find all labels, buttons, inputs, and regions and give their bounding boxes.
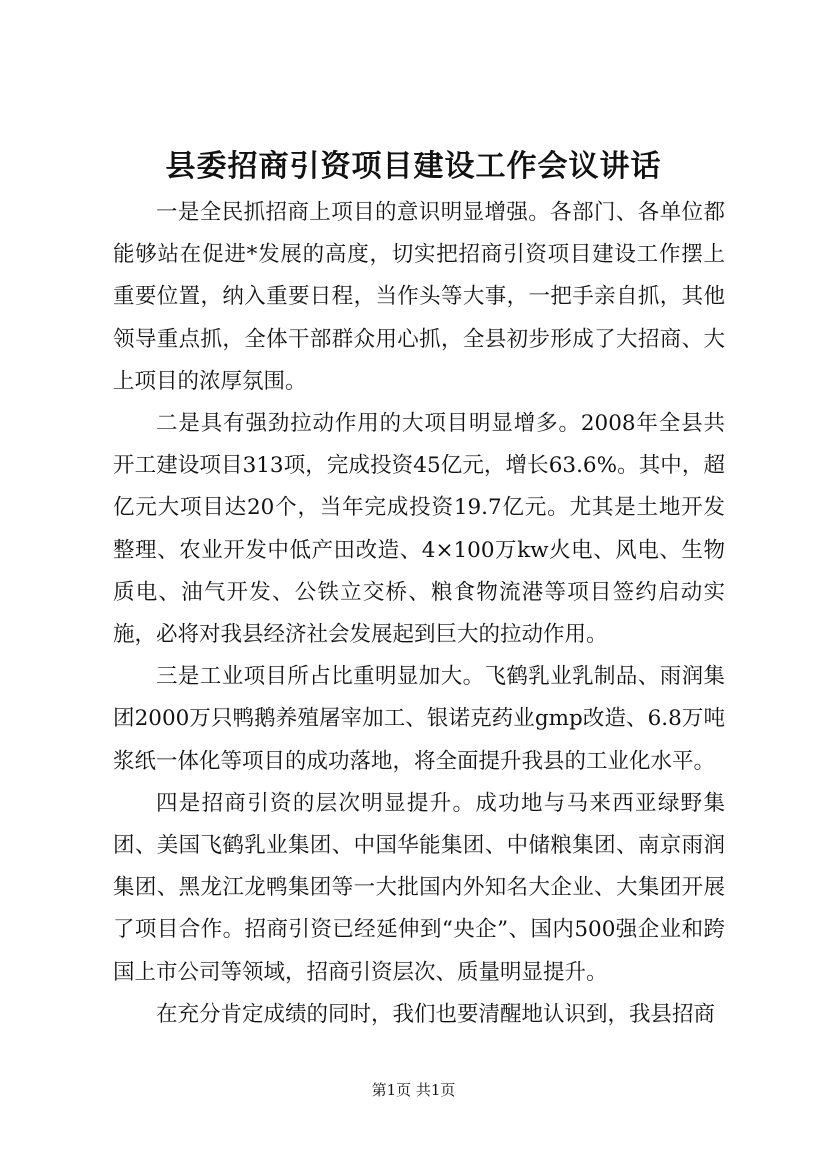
paragraph-3: 三是工业项目所占比重明显加大。飞鹤乳业乳制品、雨润集团2000万只鸭鹅养殖屠宰加工、银诺克药业gmp改造、6.8万吨浆纸一体化等项目的成功落地，将全面提升我县的工业化水平。	[113, 664, 725, 774]
paragraph-1: 一是全民抓招商上项目的意识明显增强。各部门、各单位都能够站在促进*发展的高度，切实把招商引资项目建设工作摆上重要位置，纳入重要日程，当作头等大事，一把手亲自抓，其他领导重点抓，全体干部群众用心抓，全县初步形成了大招商、大上项目的浓厚氛围。	[113, 200, 725, 394]
paragraph-2: 二是具有强劲拉动作用的大项目明显增多。2008年全县共开工建设项目313项，完成投资45亿元，增长63.6%。其中，超亿元大项目达20个，当年完成投资19.7亿元。尤其是土地开发整理、农业开发中低产田改造、4×100万kw火电、风电、生物质电、油气开发、公铁立交桥、粮食物流港等项目签约启动实施，必将对我县经济社会发展起到巨大的拉动作用。	[113, 411, 725, 648]
document-body	[113, 192, 725, 1036]
paragraph-4: 四是招商引资的层次明显提升。成功地与马来西亚绿野集团、美国飞鹤乳业集团、中国华能集团、中储粮集团、南京雨润集团、黑龙江龙鸭集团等一大批国内外知名大企业、大集团开展了项目合作。招商引资已经延伸到“央企”、国内500强企业和跨国上市公司等领域，招商引资层次、质量明显提升。	[113, 790, 725, 985]
document-title: 县委招商引资项目建设工作会议讲话	[165, 149, 662, 184]
paragraph-5: 在充分肯定成绩的同时，我们也要清醒地认识到，我县招商	[156, 1001, 716, 1027]
page-footer: 第1页 共1页	[371, 1081, 456, 1099]
